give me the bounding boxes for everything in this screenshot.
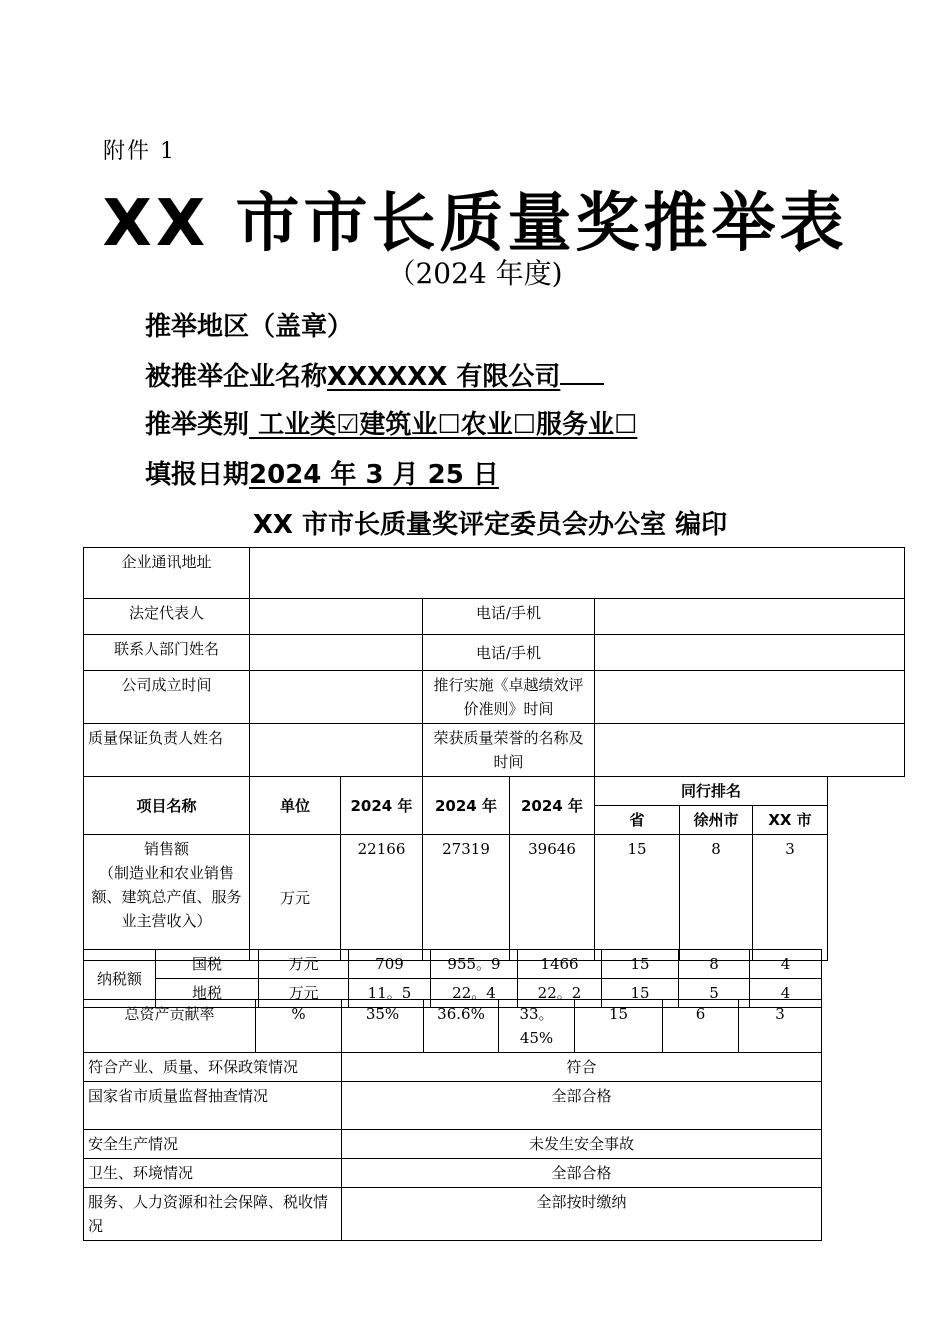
compliance-label: 符合产业、质量、环保政策情况 bbox=[84, 1053, 342, 1082]
compliance-value[interactable]: 全部合格 bbox=[342, 1159, 822, 1188]
xuzhou-header: 徐州市 bbox=[680, 806, 753, 835]
city-header: XX 市 bbox=[753, 806, 828, 835]
national-tax-value[interactable]: 1466 bbox=[518, 950, 602, 979]
local-tax-label: 地税 bbox=[156, 979, 259, 1008]
compliance-value[interactable]: 全部按时缴纳 bbox=[342, 1188, 822, 1241]
sales-value[interactable]: 39646 bbox=[510, 835, 595, 961]
legal-rep-field[interactable] bbox=[250, 599, 423, 635]
company-label: 被推举企业名称 bbox=[145, 362, 328, 392]
founded-field[interactable] bbox=[250, 671, 423, 724]
sales-rank[interactable]: 15 bbox=[595, 835, 680, 961]
date-line bbox=[145, 454, 499, 491]
asset-rank[interactable]: 6 bbox=[663, 1000, 739, 1053]
year-header: 2024 年 bbox=[423, 777, 510, 835]
local-tax-value[interactable]: 22。2 bbox=[518, 979, 602, 1008]
compliance-value[interactable]: 全部合格 bbox=[342, 1082, 822, 1130]
sales-unit: 万元 bbox=[250, 835, 341, 961]
phone-label: 电话/手机 bbox=[423, 635, 595, 671]
asset-value[interactable]: 33。45% bbox=[499, 1000, 575, 1053]
quality-head-label: 质量保证负责人姓名 bbox=[84, 724, 250, 777]
phone-label: 电话/手机 bbox=[423, 599, 595, 635]
sales-rank[interactable]: 3 bbox=[753, 835, 828, 961]
compliance-label: 国家省市质量监督抽查情况 bbox=[84, 1082, 342, 1130]
national-tax-unit: 万元 bbox=[259, 950, 349, 979]
compliance-label: 服务、人力资源和社会保障、税收情况 bbox=[84, 1188, 342, 1241]
local-tax-value[interactable]: 11。5 bbox=[349, 979, 431, 1008]
category-options[interactable]: 工业类☑建筑业☐农业☐服务业☐ bbox=[249, 410, 638, 440]
asset-value[interactable]: 36.6% bbox=[424, 1000, 499, 1053]
underline-pad bbox=[560, 361, 604, 385]
sales-label: 销售额 （制造业和农业销售额、建筑总产值、服务业主营收入） bbox=[84, 835, 250, 961]
legal-rep-label: 法定代表人 bbox=[84, 599, 250, 635]
region-line bbox=[145, 306, 353, 343]
asset-unit: % bbox=[256, 1000, 342, 1053]
local-tax-value[interactable]: 22。4 bbox=[431, 979, 518, 1008]
honor-field[interactable] bbox=[595, 724, 905, 777]
compliance-label: 卫生、环境情况 bbox=[84, 1159, 342, 1188]
address-field[interactable] bbox=[250, 548, 905, 599]
local-tax-rank[interactable]: 4 bbox=[750, 979, 822, 1008]
year-subtitle: （2024 年度) bbox=[387, 257, 563, 290]
editor-line: XX 市市长质量奖评定委员会办公室 编印 bbox=[252, 510, 728, 540]
sales-rank[interactable]: 8 bbox=[680, 835, 753, 961]
compliance-table bbox=[83, 999, 822, 1241]
category-line bbox=[145, 404, 637, 441]
category-label: 推举类别 bbox=[145, 410, 250, 440]
compliance-label: 安全生产情况 bbox=[84, 1130, 342, 1159]
excellence-label: 推行实施《卓越绩效评价准则》时间 bbox=[423, 671, 595, 724]
tax-label: 纳税额 bbox=[84, 950, 156, 1008]
address-label: 企业通讯地址 bbox=[84, 548, 250, 599]
national-tax-label: 国税 bbox=[156, 950, 259, 979]
company-line bbox=[145, 356, 604, 393]
year-header: 2024 年 bbox=[341, 777, 423, 835]
asset-label: 总资产贡献率 bbox=[84, 1000, 256, 1053]
local-tax-rank[interactable]: 15 bbox=[602, 979, 679, 1008]
phone-field[interactable] bbox=[595, 599, 905, 635]
quality-head-field[interactable] bbox=[250, 724, 423, 777]
date-value[interactable]: 2024 年 3 月 25 日 bbox=[249, 460, 499, 490]
asset-rank[interactable]: 15 bbox=[575, 1000, 663, 1053]
national-tax-rank[interactable]: 4 bbox=[750, 950, 822, 979]
rank-header: 同行排名 bbox=[595, 777, 828, 806]
asset-value[interactable]: 35% bbox=[342, 1000, 424, 1053]
item-header: 项目名称 bbox=[84, 777, 250, 835]
excellence-field[interactable] bbox=[595, 671, 905, 724]
page-title: XX 市市长质量奖推举表 bbox=[102, 187, 848, 261]
date-label: 填报日期 bbox=[145, 460, 250, 490]
year-header: 2024 年 bbox=[510, 777, 595, 835]
national-tax-value[interactable]: 955。9 bbox=[431, 950, 518, 979]
compliance-value[interactable]: 符合 bbox=[342, 1053, 822, 1082]
honor-label: 荣获质量荣誉的名称及时间 bbox=[423, 724, 595, 777]
local-tax-unit: 万元 bbox=[259, 979, 349, 1008]
national-tax-rank[interactable]: 15 bbox=[602, 950, 679, 979]
contact-field[interactable] bbox=[250, 635, 423, 671]
local-tax-rank[interactable]: 5 bbox=[679, 979, 750, 1008]
attachment-label: 附件 1 bbox=[103, 139, 176, 164]
region-label: 推举地区（盖章） bbox=[145, 312, 354, 342]
sales-value[interactable]: 22166 bbox=[341, 835, 423, 961]
contact-label: 联系人部门姓名 bbox=[84, 635, 250, 671]
compliance-value[interactable]: 未发生安全事故 bbox=[342, 1130, 822, 1159]
unit-header: 单位 bbox=[250, 777, 341, 835]
national-tax-value[interactable]: 709 bbox=[349, 950, 431, 979]
form-table bbox=[83, 547, 905, 961]
phone-field[interactable] bbox=[595, 635, 905, 671]
company-value[interactable]: XXXXXX 有限公司 bbox=[327, 362, 561, 392]
sales-value[interactable]: 27319 bbox=[423, 835, 510, 961]
founded-label: 公司成立时间 bbox=[84, 671, 250, 724]
national-tax-rank[interactable]: 8 bbox=[679, 950, 750, 979]
asset-rank[interactable]: 3 bbox=[739, 1000, 822, 1053]
province-header: 省 bbox=[595, 806, 680, 835]
